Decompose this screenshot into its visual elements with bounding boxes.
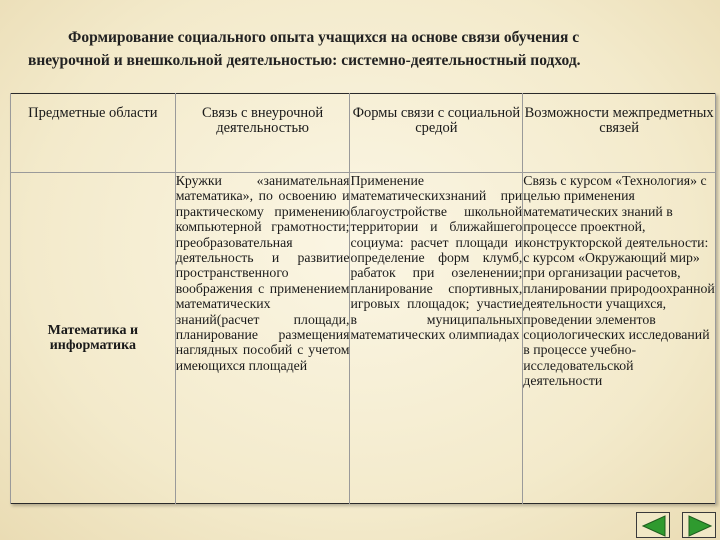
cell-interdisciplinary: Связь с курсом «Технология» с целью применения математических знаний в процессе проектной, конструкторской деятельности: с курсом «Окружающий мир» при организации расчетов, планировании природоохранной деятельности учащихся, проведении элементов социологических исследований в процессе учебно-исследовательской деятельности (523, 173, 716, 504)
slide-title (28, 26, 708, 72)
triangle-right-icon (683, 513, 717, 539)
cell-social-forms: Применение математическихзнаний при благоустройстве школьной территории и ближайшего социума: расчет площади и определение форм клумб, рабаток при озеленении; планирование спортивных, игровых площадок; участие в муниципальных математических олимпиадах (350, 173, 523, 504)
triangle-left-icon (637, 513, 671, 539)
title-line-2: внеурочной и внешкольной деятельностью: системно-деятельностный подход. (28, 52, 581, 69)
cell-extracurricular: Кружки «занимательная математика», по освоению и практическому применению компьютерной грамотности; преобразовательная деятельность и развитие пространственного воображения с применением математических знаний(расчет площади, планирование размещения наглядных пособий с учетом имеющихся площадей (175, 173, 350, 504)
prev-slide-button[interactable] (636, 512, 670, 538)
header-interdisciplinary: Возможности межпредметных связей (523, 94, 716, 173)
content-table (10, 93, 716, 504)
header-extracurricular: Связь с внеурочной деятельностью (175, 94, 350, 173)
title-line-1: Формирование социального опыта учащихся на основе связи обучения с (68, 29, 580, 46)
next-slide-button[interactable] (682, 512, 716, 538)
header-subject-areas: Предметные области (11, 94, 176, 173)
header-social-forms: Формы связи с социальной средой (350, 94, 523, 173)
table-header-row (11, 94, 716, 173)
table-row (11, 173, 716, 504)
cell-subject: Математика и информатика (11, 173, 176, 504)
